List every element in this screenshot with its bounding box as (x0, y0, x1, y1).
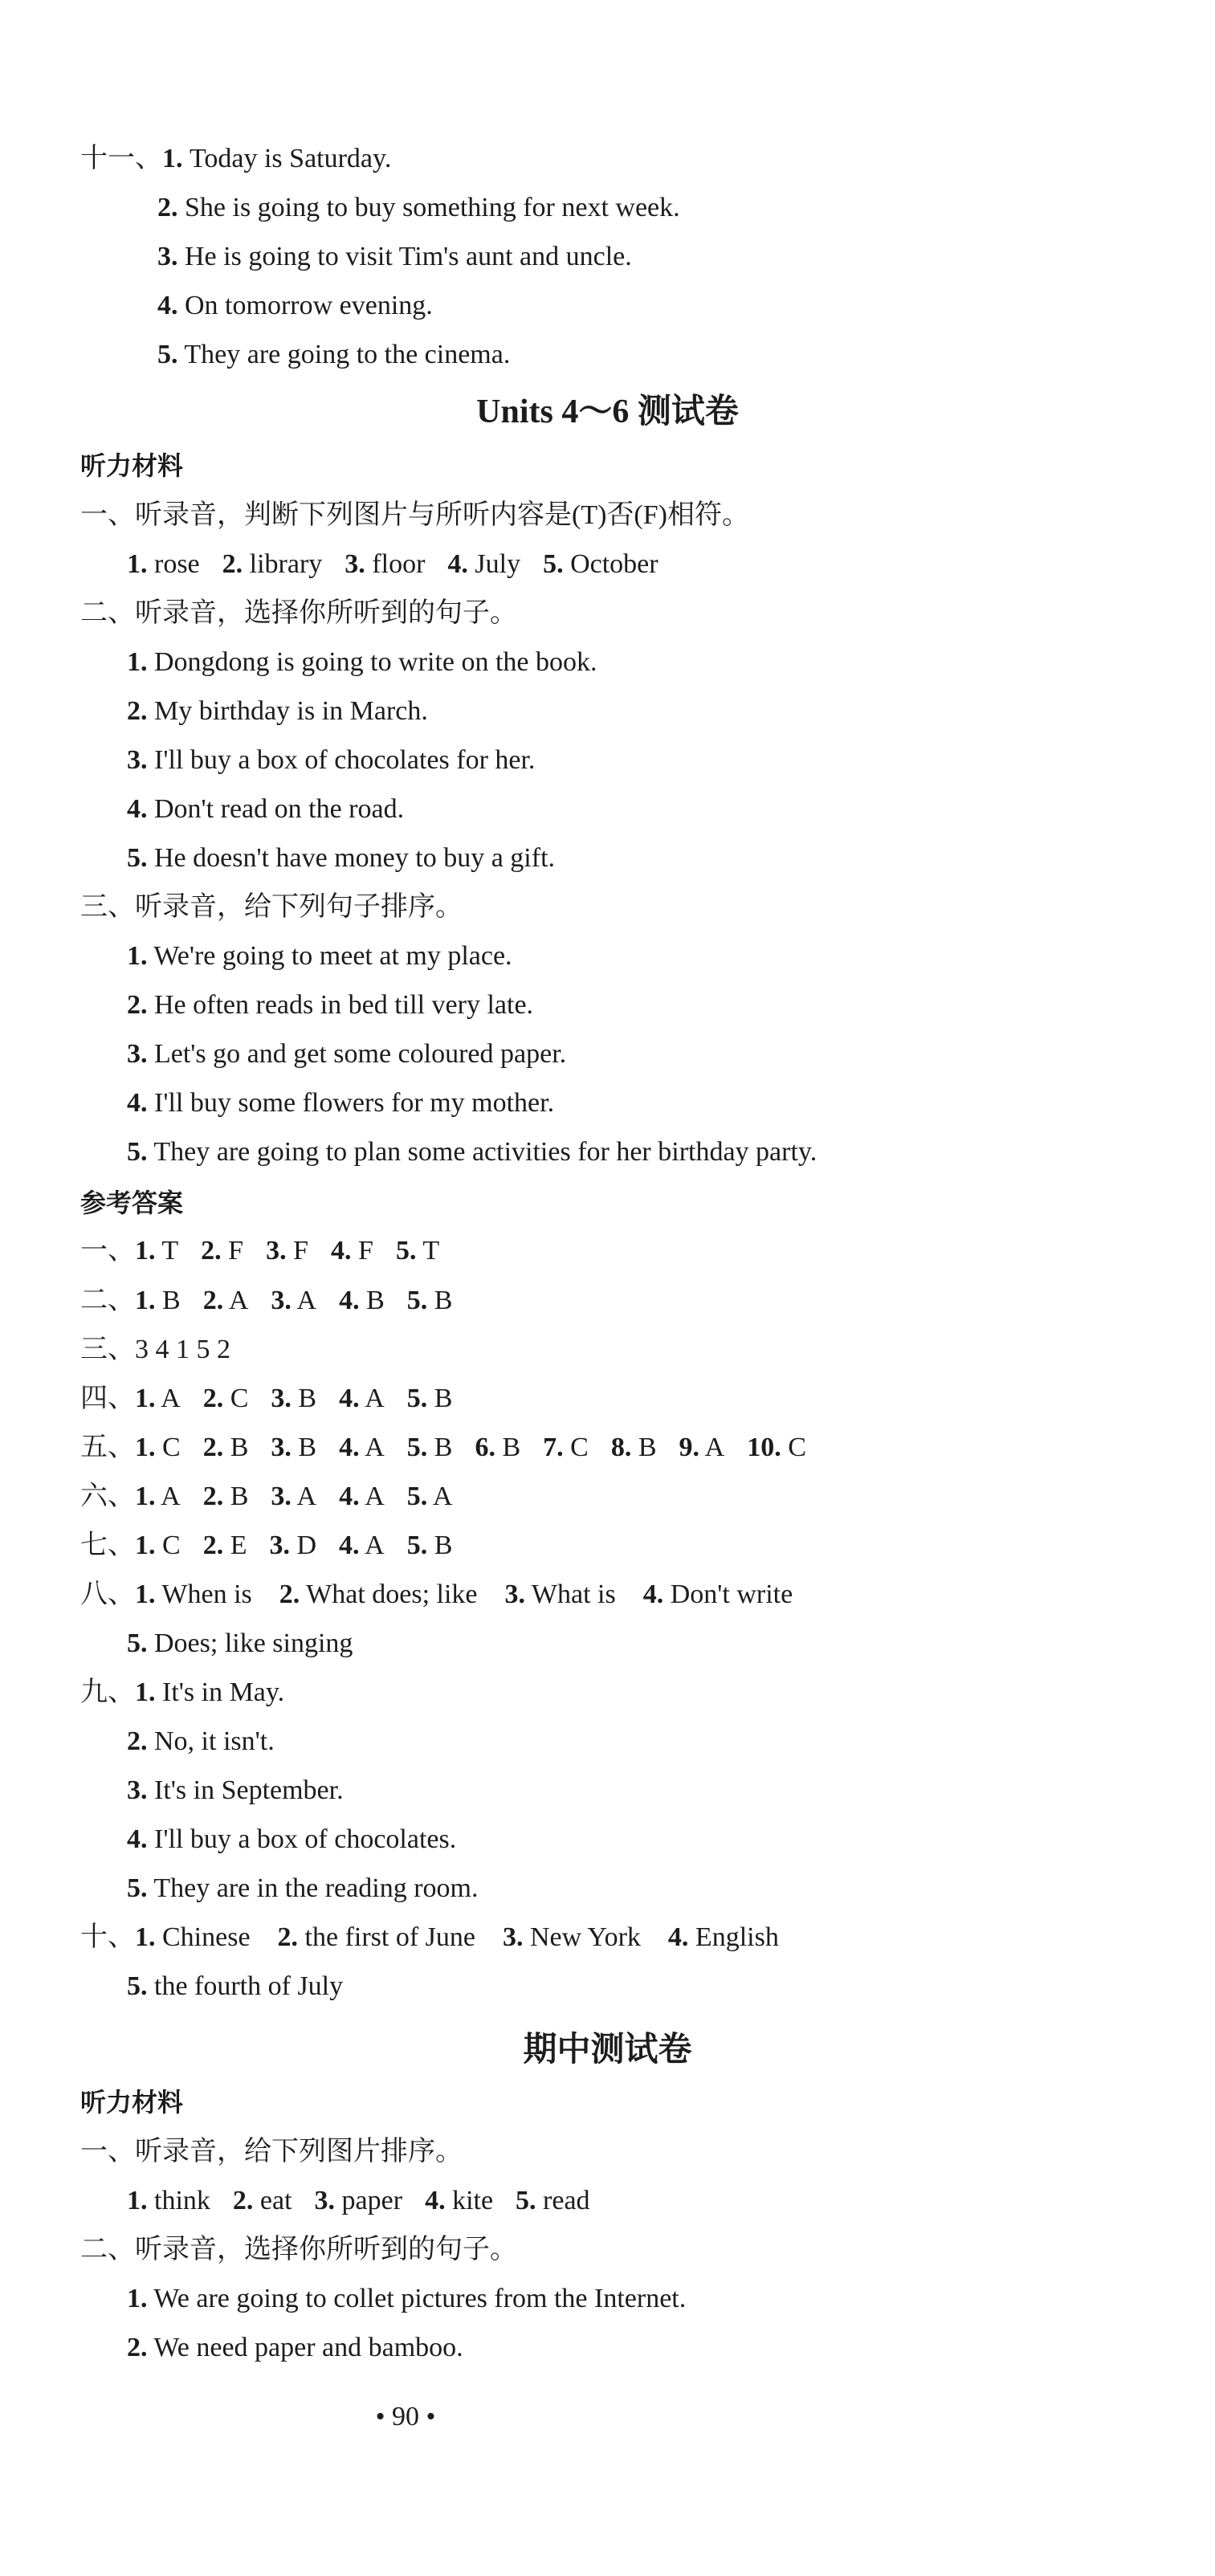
answer-line (127, 1128, 817, 1176)
answer-item (271, 1473, 316, 1521)
item-number: 5. (127, 1628, 148, 1658)
text-span: B (298, 1384, 317, 1413)
answer-line (157, 282, 433, 330)
answer-item (135, 1571, 252, 1619)
text-span: New York (530, 1922, 641, 1952)
answer-item (396, 1227, 439, 1275)
answer-row (80, 1375, 452, 1423)
answer-item (233, 2177, 292, 2225)
text-span: B (230, 1433, 249, 1462)
answer-item (407, 1277, 453, 1325)
item-number: 2. (127, 696, 148, 726)
item-number: 1. (135, 1482, 156, 1511)
answer-item (407, 1522, 453, 1570)
item-number: 4. (339, 1433, 360, 1462)
answer-item (339, 1424, 385, 1472)
question-prompt: 一、听录音，判断下列图片与所听内容是(T)否(F)相符。 (80, 500, 749, 530)
item-number: 2. (202, 1384, 224, 1413)
answer-item (203, 1375, 249, 1423)
answer-line (127, 1030, 566, 1078)
text-span: B (638, 1433, 657, 1462)
answer-item (279, 1571, 478, 1619)
item-number: 3. (345, 549, 365, 579)
answer-line (157, 184, 680, 232)
answer-row (80, 1571, 793, 1619)
answer-row (127, 1620, 353, 1668)
answer-item (201, 1227, 243, 1275)
item-number: 5. (157, 340, 178, 369)
text-span: paper (341, 2186, 403, 2215)
answer-item (425, 2177, 493, 2225)
question-prompt: 三、听录音，给下列句子排序。 (80, 892, 463, 922)
text-span: A (365, 1531, 385, 1560)
item-number: 3. (127, 745, 148, 775)
answer-line (127, 1079, 554, 1127)
item-number: 2. (127, 990, 148, 1020)
item-number: 5. (395, 1236, 417, 1266)
answer-item (278, 1914, 475, 1962)
answer-item (339, 1277, 385, 1325)
text-span: C (570, 1433, 589, 1462)
item-number: 5. (127, 843, 148, 873)
answer-line (127, 785, 404, 834)
answer-item (475, 1424, 520, 1472)
text-span: A (432, 1482, 453, 1511)
item-number: 5. (406, 1482, 428, 1511)
item-number: 4. (447, 549, 468, 579)
answer-item (747, 1424, 806, 1472)
item-number: 1. (135, 1236, 156, 1266)
answer-line (157, 233, 632, 281)
item-number: 6. (475, 1433, 495, 1462)
text-span: B (502, 1433, 521, 1462)
text-span: No, it isn't. (154, 1726, 275, 1756)
item-number: 3. (271, 1482, 292, 1511)
item-number: 5. (406, 1531, 428, 1560)
answer-line (127, 981, 533, 1029)
text-span: 八、 (80, 1579, 135, 1609)
item-number: 1. (135, 1677, 156, 1707)
text-span: It's in September. (154, 1775, 344, 1805)
text-span: When is (161, 1579, 252, 1609)
text-span: We're going to meet at my place. (153, 941, 512, 971)
text-span: English (695, 1922, 779, 1952)
text-span: A (704, 1433, 725, 1462)
answer-item (203, 1473, 249, 1521)
text-span: 五、 (80, 1433, 135, 1462)
item-number: 2. (201, 1236, 222, 1266)
text-span: They are in the reading room. (153, 1873, 479, 1903)
text-span: Dongdong is going to write on the book. (154, 647, 597, 677)
text-span: 三、 (80, 1335, 135, 1364)
item-number: 8. (610, 1433, 632, 1462)
text-span: What is (531, 1579, 616, 1609)
section-heading-answers: 参考答案 (80, 1188, 184, 1218)
text-span: July (475, 549, 521, 579)
text-span: A (296, 1286, 317, 1315)
text-span: 九、 (80, 1677, 135, 1707)
item-number: 3. (314, 2186, 336, 2215)
item-number: 3. (271, 1384, 292, 1413)
item-number: 2. (202, 1531, 224, 1560)
text-span: 十、 (80, 1922, 135, 1952)
item-number: 1. (127, 2284, 148, 2313)
text-span: 四、 (80, 1384, 135, 1413)
answer-item (447, 540, 520, 589)
item-number: 3. (503, 1922, 524, 1952)
question-prompt: 二、听录音，选择你所听到的句子。 (80, 2235, 517, 2264)
item-row (127, 2177, 590, 2225)
item-number: 2. (202, 1433, 224, 1462)
item-number: 3. (266, 1236, 287, 1266)
item-number: 4. (127, 1824, 148, 1854)
answer-line (80, 1669, 284, 1717)
answer-item (203, 1522, 247, 1570)
item-number: 4. (339, 1384, 360, 1413)
text-span: kite (452, 2186, 494, 2215)
item-number: 2. (202, 1482, 224, 1511)
answer-line (127, 736, 535, 785)
item-number: 2. (127, 1726, 148, 1756)
text-span: He doesn't have money to buy a gift. (154, 843, 556, 873)
text-span: We need paper and bamboo. (153, 2333, 463, 2362)
item-number: 2. (157, 193, 178, 222)
answer-item (503, 1914, 641, 1962)
text-span: floor (372, 549, 426, 579)
text-span: 二、 (80, 1286, 135, 1315)
item-number: 10. (747, 1433, 781, 1462)
answer-item (203, 1277, 249, 1325)
text-span: B (434, 1286, 453, 1315)
text-span: Don't write (670, 1579, 793, 1609)
item-number: 1. (162, 144, 183, 173)
answer-item (271, 1375, 316, 1423)
answer-line (127, 2275, 686, 2323)
text-span: We are going to collet pictures from the Internet. (153, 2284, 687, 2313)
item-number: 1. (135, 1579, 156, 1609)
item-number: 5. (543, 549, 564, 579)
text-span: eat (259, 2186, 292, 2215)
answer-item (339, 1522, 385, 1570)
answer-row (80, 1277, 452, 1325)
answer-item (543, 540, 658, 589)
answer-item (127, 2177, 210, 2225)
text-span: B (434, 1384, 453, 1413)
item-number: 2. (232, 2186, 254, 2215)
section-heading-listening: 听力材料 (80, 450, 184, 481)
answer-item (135, 1473, 181, 1521)
text-span: 一、 (80, 1236, 135, 1266)
item-number: 3. (127, 1039, 148, 1069)
answer-item (135, 1277, 181, 1325)
answer-line (127, 1865, 478, 1913)
answer-item (331, 1227, 373, 1275)
text-span: A (365, 1384, 385, 1413)
item-number: 4. (339, 1531, 360, 1560)
text-span: B (434, 1433, 453, 1462)
item-number: 5. (406, 1286, 428, 1315)
item-number: 4. (127, 1088, 148, 1118)
text-span: D (296, 1531, 317, 1560)
item-number: 4. (331, 1236, 352, 1266)
answer-item (407, 1375, 453, 1423)
text-span: On tomorrow evening. (185, 291, 433, 320)
text-span: C (788, 1433, 806, 1462)
item-number: 1. (135, 1433, 156, 1462)
text-span: October (570, 549, 658, 579)
text-span: C (162, 1433, 181, 1462)
answer-item (135, 1522, 181, 1570)
answer-item (668, 1914, 779, 1962)
answer-row (80, 1914, 779, 1962)
item-number: 9. (679, 1433, 699, 1462)
question-prompt: 二、听录音，选择你所听到的句子。 (80, 598, 517, 628)
answer-line (127, 1767, 344, 1815)
text-span: Today is Saturday. (190, 144, 392, 173)
text-span: B (230, 1482, 249, 1511)
answer-item (135, 1375, 181, 1423)
item-number: 5. (127, 1873, 148, 1903)
item-number: 2. (202, 1286, 224, 1315)
text-span: It's in May. (162, 1677, 285, 1707)
answer-item (543, 1424, 589, 1472)
answer-item (315, 2177, 403, 2225)
item-number: 3. (271, 1433, 292, 1462)
answer-item (135, 1914, 251, 1962)
answer-line (127, 2324, 463, 2372)
text-span: the first of June (304, 1922, 475, 1952)
text-span: A (296, 1482, 317, 1511)
answer-item (271, 1424, 316, 1472)
answer-item (127, 540, 200, 589)
text-span: My birthday is in March. (154, 696, 428, 726)
text-span: rose (154, 549, 200, 579)
item-number: 2. (279, 1579, 300, 1609)
answer-item (407, 1424, 453, 1472)
answer-line (127, 932, 512, 980)
text-span: B (434, 1531, 453, 1560)
text-span: Don't read on the road. (154, 794, 405, 824)
answer-item (135, 1227, 178, 1275)
answer-row (80, 1326, 230, 1374)
text-span: A (365, 1482, 385, 1511)
answer-item (611, 1424, 657, 1472)
text-span: Does; like singing (154, 1628, 353, 1658)
item-number: 5. (127, 1137, 148, 1167)
answer-line (157, 331, 510, 379)
text-span: A (228, 1286, 249, 1315)
text-span: 3 4 1 5 2 (135, 1335, 230, 1364)
item-number: 4. (127, 794, 148, 824)
text-span: Chinese (162, 1922, 251, 1952)
answer-row (80, 1227, 439, 1275)
item-number: 4. (339, 1482, 360, 1511)
text-span: Let's go and get some coloured paper. (154, 1039, 567, 1069)
item-number: 3. (504, 1579, 526, 1609)
item-number: 3. (271, 1286, 292, 1315)
text-span: I'll buy some flowers for my mother. (154, 1088, 555, 1118)
text-span: read (543, 2186, 590, 2215)
answer-item (266, 1227, 308, 1275)
answer-line (127, 834, 555, 882)
item-number: 1. (135, 1286, 156, 1315)
test-title: Units 4～6 测试卷 (476, 393, 739, 430)
answer-item (203, 1424, 249, 1472)
text-span: C (230, 1384, 249, 1413)
item-number: 7. (543, 1433, 564, 1462)
text-span: B (366, 1286, 385, 1315)
text-span: T (161, 1236, 179, 1266)
text-span: T (422, 1236, 440, 1266)
answer-row (80, 1424, 806, 1472)
text-span: B (298, 1433, 317, 1462)
item-number: 2. (222, 549, 243, 579)
answer-line (127, 1718, 275, 1766)
item-number: 5. (406, 1433, 428, 1462)
item-number: 3. (269, 1531, 290, 1560)
item-number: 3. (127, 1775, 148, 1805)
item-number: 2. (277, 1922, 299, 1952)
item-number: 1. (127, 941, 148, 971)
item-number: 1. (127, 2186, 148, 2215)
page-number: • 90 • (375, 2402, 436, 2431)
item-row (127, 540, 658, 589)
answer-item (339, 1473, 385, 1521)
answer-item (407, 1473, 453, 1521)
test-title: 期中测试卷 (523, 2032, 692, 2069)
answer-item (269, 1522, 316, 1570)
text-span: the fourth of July (154, 1971, 344, 2001)
item-number: 1. (135, 1384, 156, 1413)
answer-item (505, 1571, 616, 1619)
text-span: 六、 (80, 1482, 135, 1511)
text-span: F (293, 1236, 309, 1266)
text-span: library (249, 549, 323, 579)
text-span: A (161, 1482, 181, 1511)
answer-item (339, 1375, 385, 1423)
answer-item (345, 540, 425, 589)
text-span: think (154, 2186, 210, 2215)
item-number: 4. (425, 2186, 446, 2215)
text-span: He is going to visit Tim's aunt and uncle. (185, 242, 632, 271)
text-span: I'll buy a box of chocolates. (154, 1824, 457, 1854)
item-number: 4. (667, 1922, 689, 1952)
item-number: 4. (339, 1286, 360, 1315)
item-number: 1. (127, 647, 148, 677)
text-span: F (228, 1236, 244, 1266)
text-span: E (230, 1531, 247, 1560)
answer-line (127, 1816, 456, 1864)
item-number: 4. (642, 1579, 664, 1609)
answer-item (679, 1424, 725, 1472)
item-number: 5. (406, 1384, 428, 1413)
text-span: A (161, 1384, 181, 1413)
item-number: 1. (127, 549, 148, 579)
text-span: They are going to plan some activities for her birthday party. (153, 1137, 817, 1167)
answer-item (271, 1277, 316, 1325)
text-span: F (358, 1236, 373, 1266)
item-number: 1. (135, 1922, 156, 1952)
text-span: She is going to buy something for next week. (185, 193, 680, 222)
answer-row (80, 1473, 452, 1521)
text-span: They are going to the cinema. (184, 340, 511, 369)
answer-line (80, 135, 391, 183)
answer-item (135, 1424, 181, 1472)
section-heading-listening: 听力材料 (80, 2087, 184, 2117)
item-number: 4. (157, 291, 178, 320)
text-span: C (162, 1531, 181, 1560)
text-span: He often reads in bed till very late. (154, 990, 534, 1020)
text-span: B (162, 1286, 181, 1315)
answer-row (80, 1522, 452, 1570)
text-span: I'll buy a box of chocolates for her. (154, 745, 536, 775)
answer-item (643, 1571, 793, 1619)
text-span: 七、 (80, 1531, 135, 1560)
item-number: 3. (157, 242, 178, 271)
question-marker: 十一、 (80, 144, 162, 173)
question-prompt: 一、听录音，给下列图片排序。 (80, 2137, 463, 2166)
answer-item (516, 2177, 590, 2225)
answer-item (222, 540, 323, 589)
answer-line (127, 687, 428, 736)
item-number: 5. (127, 1971, 148, 2001)
answer-line (127, 638, 597, 687)
item-number: 2. (127, 2333, 148, 2362)
answer-row (127, 1963, 343, 2011)
text-span: What does; like (306, 1579, 478, 1609)
item-number: 1. (135, 1531, 156, 1560)
item-number: 5. (516, 2186, 536, 2215)
text-span: A (365, 1433, 385, 1462)
